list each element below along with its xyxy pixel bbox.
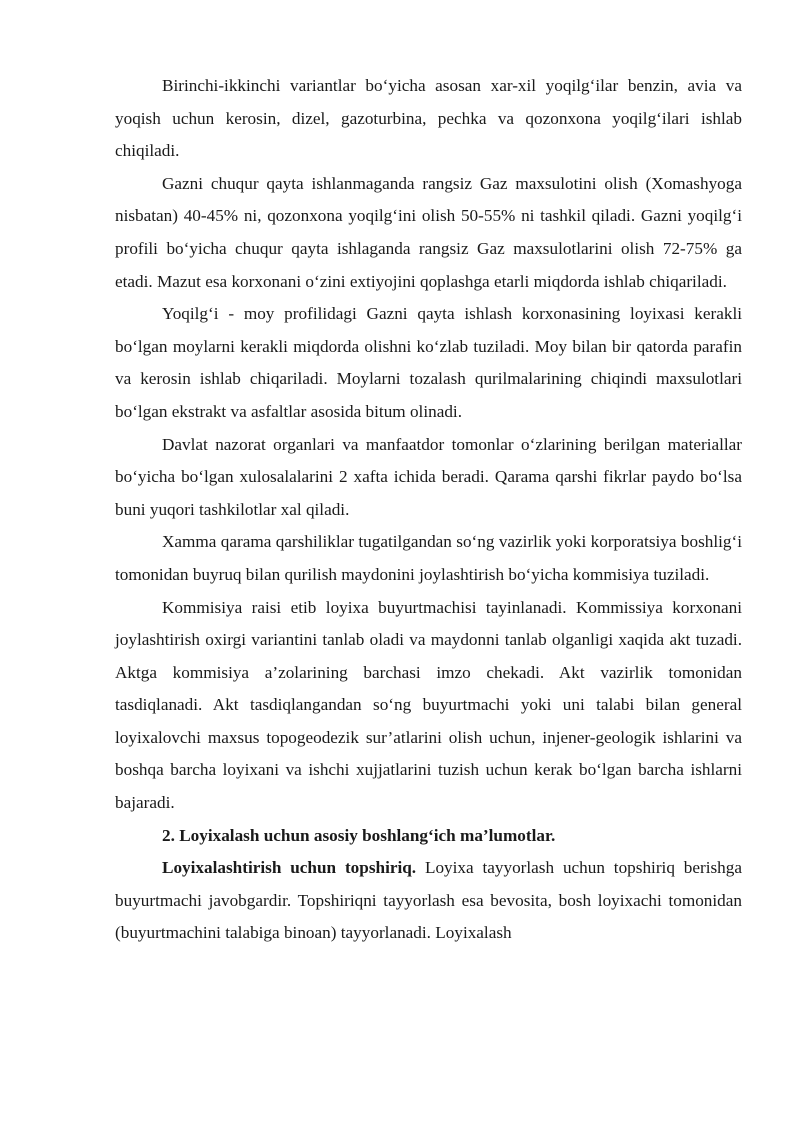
paragraph-design-task <box>115 852 742 950</box>
design-task-lead: Loyixalashtirish uchun topshiriq. <box>162 858 417 878</box>
paragraph-gas-processing: Gazni chuqur qayta ishlanmaganda rangsiz Gaz maxsulotini olish (Xomashyoga nisbatan) 40-45% ni, qozonxona yoqilg‘ini olish 50-55% ni tashkil qiladi. Gazni yoqilg‘i profili bo‘yicha chuqur qayta ishlaganda rangsiz Gaz maxsulotlarini olish 72-75% ga etadi. Mazut esa korxonani o‘zini extiyojini qoplashga etarli miqdorda ishlab chiqariladi. <box>115 173 742 291</box>
paragraph-commission-chair: Kommisiya raisi etib loyixa buyurtmachisi tayinlanadi. Kommissiya korxonani joylashtirish oxirgi variantini tanlab oladi va maydonni tanlab olganligi xaqida akt tuzadi. Aktga kommisiya a’zolarining barchasi imzo chekadi. Akt vazirlik tomonidan tasdiqlanadi. Akt tasdiqlangandan so‘ng buyurtmachi yoki uni talabi bilan general loyixalovchi maxsus topogeodezik sur’atlarini olish uchun, injener-geologik ishlarini va boshqa barcha loyixani va ishchi xujjatlarini tuzish uchun kerak bo‘lgan barcha ishlarni bajaradi. <box>115 597 742 813</box>
document-page <box>115 70 742 950</box>
section-heading: 2. Loyixalash uchun asosiy boshlang‘ich ma’lumotlar. <box>162 825 556 845</box>
paragraph-state-control: Davlat nazorat organlari va manfaatdor tomonlar o‘zlarining berilgan materiallar bo‘yicha bo‘lgan xulosalalarini 2 xafta ichida beradi. Qarama qarshi fikrlar paydo bo‘lsa buni yuqori tashkilotlar xal qiladi. <box>115 434 742 519</box>
design-task-text: Loyixa tayyorlash uchun topshiriq berishga buyurtmachi javobgardir. Topshiriqni tayyorlash esa bevosita, bosh loyixachi tomonidan (buyurtmachini talabiga binoan) tayyorlanadi. Loyixalash <box>115 858 742 943</box>
paragraph-commission-creation: Xamma qarama qarshiliklar tugatilgandan so‘ng vazirlik yoki korporatsiya boshlig‘i tomonidan buyruq bilan qurilish maydonini joylashtirish bo‘yicha kommisiya tuziladi. <box>115 532 742 584</box>
paragraph-fuel-variants: Birinchi-ikkinchi variantlar bo‘yicha asosan xar-xil yoqilg‘ilar benzin, avia va yoqish uchun kerosin, dizel, gazoturbina, pechka va qozonxona yoqilg‘ilari ishlab chiqiladi. <box>115 76 742 161</box>
paragraph-fuel-oil-profile: Yoqilg‘i - moy profilidagi Gazni qayta ishlash korxonasining loyixasi kerakli bo‘lgan moylarni kerakli miqdorda olishni ko‘zlab tuziladi. Moy bilan bir qatorda parafin va kerosin ishlab chiqariladi. Moylarni tozalash qurilmalarining chiqindi maxsulotlari bo‘lgan ekstrakt va asfaltlar asosida bitum olinadi. <box>115 304 742 421</box>
